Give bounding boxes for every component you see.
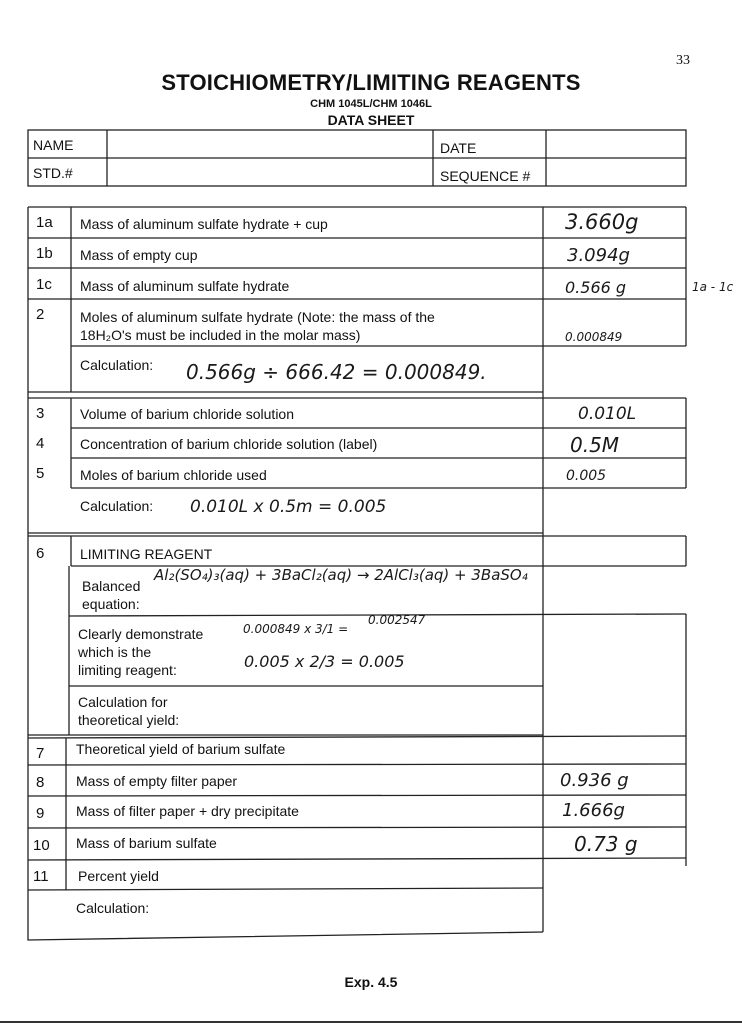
page-bottom-edge [0,1021,742,1023]
handwritten-value: 0.000849 [565,330,623,344]
calculation-label: Calculation: [80,498,154,514]
handwritten-value: 0.5M [570,433,620,457]
row-number: 7 [36,745,45,762]
row-label: Theoretical yield of barium sulfate [76,741,286,757]
handwritten-demo-line-2: 0.005 x 2/3 = 0.005 [244,652,405,671]
page-title: STOICHIOMETRY/LIMITING REAGENTS [161,70,581,95]
row-number: 3 [36,405,45,422]
handwritten-value: 3.660g [565,210,639,234]
row-number: 1c [36,276,52,293]
calculation-label: Calculation: [80,357,154,373]
handwritten-value: 0.566 g [565,278,627,297]
date-label: DATE [440,140,477,156]
sequence-label: SEQUENCE # [440,168,531,184]
row-label: Mass of empty cup [80,247,198,263]
row-number: 6 [36,545,45,562]
handwritten-value: 0.010L [578,404,637,424]
balanced-label-line-2: equation: [82,596,140,612]
row-label: Mass of empty filter paper [76,773,238,789]
row-number: 4 [36,435,45,452]
yield-label-line-1: Calculation for [78,694,168,710]
handwritten-value: 0.005 [566,468,607,484]
row-label: Mass of filter paper + dry precipitate [76,803,299,819]
handwritten-equation: Al₂(SO₄)₃(aq) + 3BaCl₂(aq) → 2AlCl₃(aq) + 3BaSO₄ [154,566,528,584]
row-number: 9 [36,805,45,822]
row-label: LIMITING REAGENT [80,546,213,562]
row-number: 1b [36,245,53,262]
row-label: Mass of aluminum sulfate hydrate + cup [80,216,328,232]
row-label-line-1: Moles of aluminum sulfate hydrate (Note: the mass of the [80,309,435,325]
demonstrate-label-line-3: limiting reagent: [78,662,177,678]
row-number: 8 [36,774,45,791]
row-label: Volume of barium chloride solution [80,406,295,422]
handwritten-side-note: 1a - 1c [692,280,734,294]
sheet-title: DATA SHEET [327,112,415,128]
std-label: STD.# [33,165,73,181]
balanced-label-line-1: Balanced [82,578,141,594]
handwritten-value: 0.936 g [560,770,629,791]
row-label: Mass of barium sulfate [76,835,217,851]
handwritten-demo-line-1: 0.000849 x 3/1 = [243,622,349,636]
row-label: Concentration of barium chloride solution (label) [80,436,378,452]
page-number: 33 [676,53,690,68]
row-label: Mass of aluminum sulfate hydrate [80,278,290,294]
row-number: 2 [36,306,45,323]
course-code: CHM 1045L/CHM 1046L [310,98,432,110]
row-number: 1a [36,214,53,231]
name-label: NAME [33,137,74,153]
row-number: 5 [36,465,45,482]
handwritten-calculation: 0.010L x 0.5m = 0.005 [190,497,387,517]
handwritten-value: 1.666g [562,800,625,821]
row-label: Percent yield [78,868,159,884]
handwritten-value: 0.73 g [574,832,638,856]
handwritten-calculation: 0.566g ÷ 666.42 = 0.000849. [186,360,487,384]
row-label: Moles of barium chloride used [80,467,267,483]
demonstrate-label-line-1: Clearly demonstrate [78,626,204,642]
handwritten-value: 3.094g [567,245,630,266]
demonstrate-label-line-2: which is the [78,644,152,660]
experiment-footer: Exp. 4.5 [344,974,398,990]
row-number: 11 [33,868,49,885]
row-number: 10 [33,837,50,854]
row-label-line-2: 18H₂O's must be included in the molar mass) [80,327,361,343]
yield-label-line-2: theoretical yield: [78,712,180,728]
handwritten-demo-result: 0.002547 [368,613,426,627]
calculation-label: Calculation: [76,900,150,916]
